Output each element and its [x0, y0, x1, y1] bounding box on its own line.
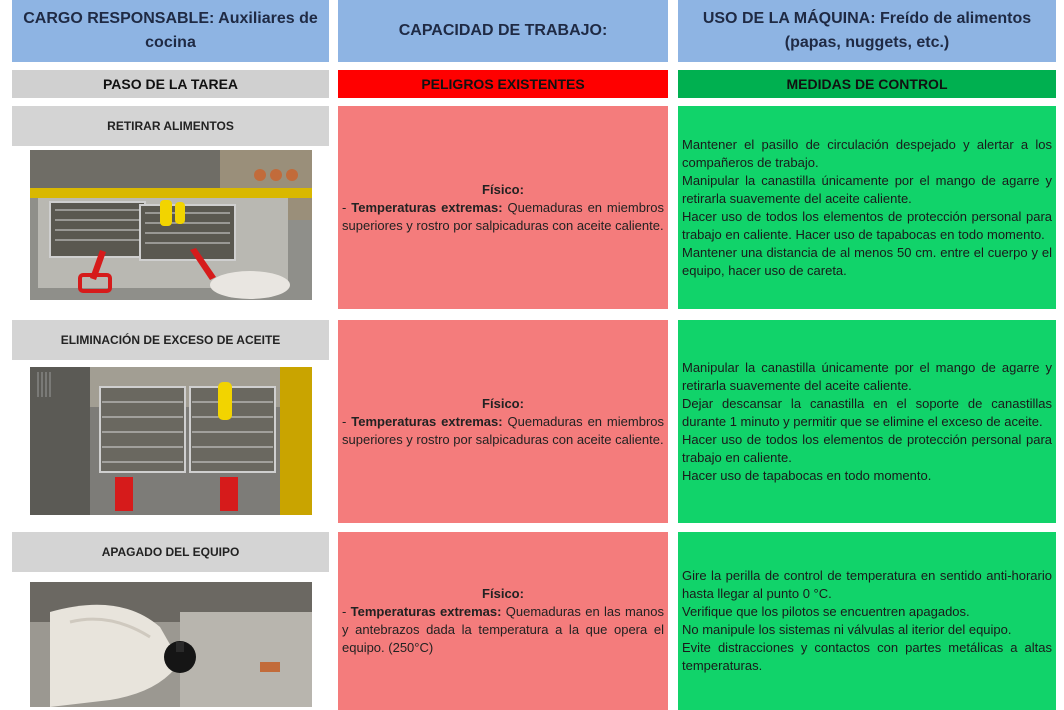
- hazard-description: Quemaduras en miembros superiores y rostro por salpicaduras con aceite caliente.: [342, 413, 665, 447]
- task-label-apagado: APAGADO DEL EQUIPO: [12, 532, 329, 572]
- hazard-description: Quemaduras en las manos y antebrazos dada la temperatura a la que opera el equipo. (250°C): [342, 604, 664, 655]
- hazard-category: Físico:: [482, 586, 524, 601]
- control-item: Dejar descansar la canastilla en el soporte de canastillas durante 1 minuto y permitir que se elimine el exceso de aceite.: [682, 395, 1052, 429]
- hazard-category: Físico:: [482, 395, 524, 411]
- header-cargo: CARGO RESPONSABLE: Auxiliares de cocina: [12, 0, 329, 62]
- control-item: Mantener una distancia de al menos 50 cm. entre el cuerpo y el equipo, hacer uso de careta.: [682, 244, 1052, 278]
- control-item: Manipular la canastilla únicamente por el mango de agarre y retirarla suavemente del aceite caliente.: [682, 359, 1052, 393]
- column-paso: PASO DE LA TAREA: [12, 70, 329, 98]
- header-capacidad: CAPACIDAD DE TRABAJO:: [338, 0, 668, 62]
- control-item: Hacer uso de todos los elementos de protección personal para trabajo en caliente.: [682, 431, 1052, 465]
- photo-fryer-baskets-lifting: [30, 150, 312, 300]
- hazard-description: Quemaduras en miembros superiores y rostro por salpicaduras con aceite caliente.: [342, 199, 665, 233]
- column-medidas: MEDIDAS DE CONTROL: [678, 70, 1056, 98]
- hazard-cell-apagado: [338, 532, 668, 710]
- hazard-lead: -: [342, 199, 352, 215]
- control-item: Mantener el pasillo de circulación despejado y alertar a los compañeros de trabajo.: [682, 136, 1052, 170]
- control-item: Gire la perilla de control de temperatura en sentido anti-horario hasta llegar al punto 0 °C.: [682, 568, 1052, 601]
- hazard-cell-eliminacion: [338, 320, 668, 523]
- hazard-lead: -: [342, 604, 351, 619]
- photo-fryer-knob-off: [30, 582, 312, 707]
- controls-cell-apagado: [678, 532, 1056, 710]
- photo-fryer-baskets-draining: [30, 367, 312, 515]
- task-label-retirar: RETIRAR ALIMENTOS: [12, 106, 329, 146]
- control-item: Hacer uso de tapabocas en todo momento.: [682, 467, 932, 483]
- hazard-lead: -: [342, 413, 352, 429]
- control-item: Verifique que los pilotos se encuentren apagados.: [682, 604, 970, 619]
- control-item: Evite distracciones y contactos con partes metálicas a altas temperaturas.: [682, 640, 1052, 673]
- hazard-cell-retirar: [338, 106, 668, 309]
- header-uso: USO DE LA MÁQUINA: Freído de alimentos (papas, nuggets, etc.): [678, 0, 1056, 62]
- column-peligros: PELIGROS EXISTENTES: [338, 70, 668, 98]
- hazard-category: Físico:: [482, 181, 524, 197]
- hazard-type: Temperaturas extremas:: [351, 199, 503, 215]
- hazard-type: Temperaturas extremas:: [351, 413, 503, 429]
- controls-cell-eliminacion: [678, 320, 1056, 523]
- control-item: Hacer uso de todos los elementos de protección personal para trabajo en caliente. Hacer uso de tapabocas en todo momento.: [682, 208, 1052, 242]
- hazard-type: Temperaturas extremas:: [350, 604, 502, 619]
- control-item: Manipular la canastilla únicamente por el mango de agarre y retirarla suavemente del aceite caliente.: [682, 172, 1052, 206]
- controls-cell-retirar: [678, 106, 1056, 309]
- task-label-eliminacion: ELIMINACIÓN DE EXCESO DE ACEITE: [12, 320, 329, 360]
- control-item: No manipule los sistemas ni válvulas al iterior del equipo.: [682, 622, 1012, 637]
